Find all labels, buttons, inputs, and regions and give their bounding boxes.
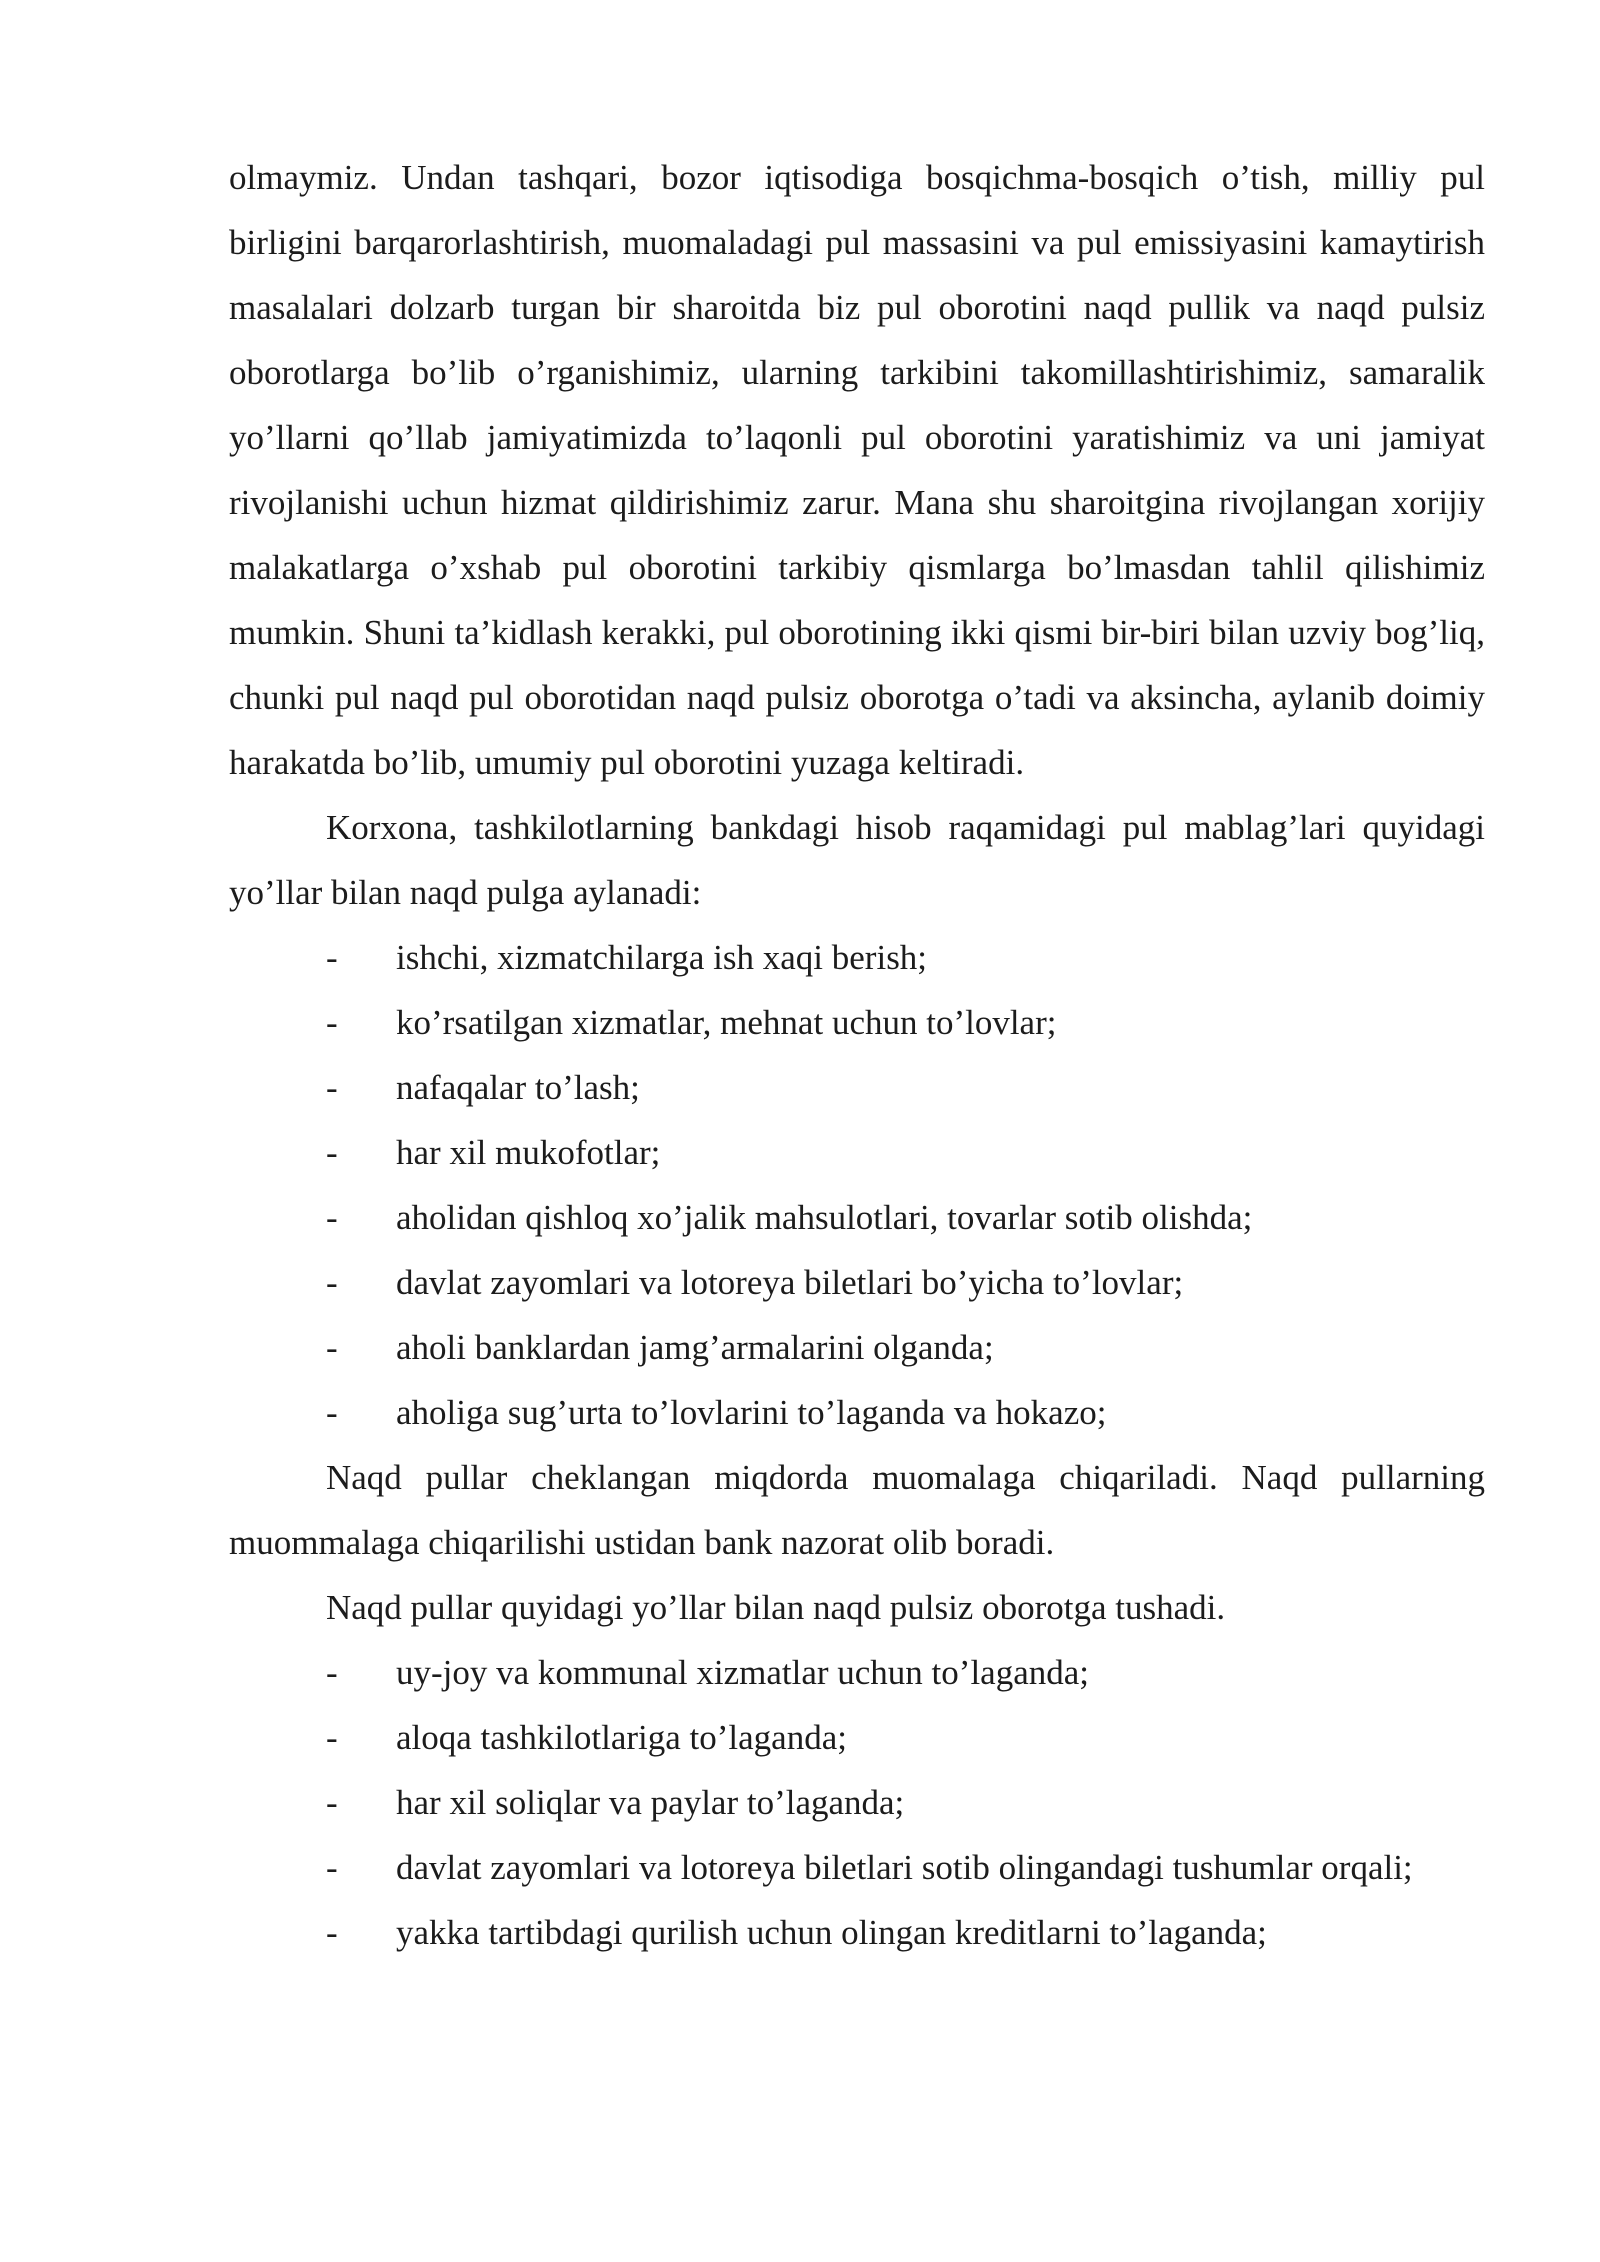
list-item xyxy=(229,1640,1485,1705)
list-item xyxy=(229,990,1485,1055)
list-item-text: aholidan qishloq xo’jalik mahsulotlari, tovarlar sotib olishda; xyxy=(396,1198,1253,1237)
dash-marker: - xyxy=(326,1068,338,1107)
dash-marker: - xyxy=(326,1913,338,1952)
paragraph-cash-limits: Naqd pullar cheklangan miqdorda muomalaga chiqariladi. Naqd pullarning muommalaga chiqarilishi ustidan bank nazorat olib boradi. xyxy=(229,1458,1485,1562)
dash-marker: - xyxy=(326,1133,338,1172)
list-item xyxy=(229,1185,1485,1250)
list-item xyxy=(229,1120,1485,1185)
list-item xyxy=(229,1900,1485,1965)
list-item xyxy=(229,1250,1485,1315)
paragraph-cash-conversion: Korxona, tashkilotlarning bankdagi hisob raqamidagi pul mablag’lari quyidagi yo’llar bilan naqd pulga aylanadi: xyxy=(229,808,1485,912)
dash-marker: - xyxy=(326,1848,338,1887)
dash-marker: - xyxy=(326,938,338,977)
list-item-text: davlat zayomlari va lotoreya biletlari bo’yicha to’lovlar; xyxy=(396,1263,1184,1302)
list-cash-conversion-ways xyxy=(229,925,1485,1445)
dash-marker: - xyxy=(326,1328,338,1367)
list-item xyxy=(229,1770,1485,1835)
dash-marker: - xyxy=(326,1263,338,1302)
list-item xyxy=(229,925,1485,990)
list-item-text: aloqa tashkilotlariga to’laganda; xyxy=(396,1718,847,1757)
list-item-text: yakka tartibdagi qurilish uchun olingan kreditlarni to’laganda; xyxy=(396,1913,1267,1952)
list-item-text: aholiga sug’urta to’lovlarini to’laganda va hokazo; xyxy=(396,1393,1107,1432)
list-item xyxy=(229,1705,1485,1770)
dash-marker: - xyxy=(326,1653,338,1692)
list-item-text: davlat zayomlari va lotoreya biletlari sotib olingandagi tushumlar orqali; xyxy=(396,1848,1413,1887)
list-item xyxy=(229,1835,1485,1900)
dash-marker: - xyxy=(326,1003,338,1042)
dash-marker: - xyxy=(326,1718,338,1757)
list-item-text: ishchi, xizmatchilarga ish xaqi berish; xyxy=(396,938,928,977)
list-item-text: ko’rsatilgan xizmatlar, mehnat uchun to’lovlar; xyxy=(396,1003,1057,1042)
dash-marker: - xyxy=(326,1198,338,1237)
paragraph-cashless-intro: Naqd pullar quyidagi yo’llar bilan naqd pulsiz oborotga tushadi. xyxy=(326,1588,1226,1627)
list-item-text: uy-joy va kommunal xizmatlar uchun to’laganda; xyxy=(396,1653,1089,1692)
list-item-text: nafaqalar to’lash; xyxy=(396,1068,640,1107)
paragraph-intro: olmaymiz. Undan tashqari, bozor iqtisodiga bosqichma-bosqich o’tish, milliy pul birligini barqarorlashtirish, muomaladagi pul massasini va pul emissiyasini kamaytirish masalalari dolzarb turgan bir sharoitda biz pul oborotini naqd pullik va naqd pulsiz oborotlarga bo’lib o’rganishimiz, ularning tarkibini takomillashtirishimiz, samaralik yo’llarni qo’llab jamiyatimizda to’laqonli pul oborotini yaratishimiz va uni jamiyat rivojlanishi uchun hizmat qildirishimiz zarur. Mana shu sharoitgina rivojlangan xorijiy malakatlarga o’xshab pul oborotini tarkibiy qismlarga bo’lmasdan tahlil qilishimiz mumkin. Shuni ta’kidlash kerakki, pul oborotining ikki qismi bir-biri bilan uzviy bog’liq, chunki pul naqd pul oborotidan naqd pulsiz oborotga o’tadi va aksincha, aylanib doimiy harakatda bo’lib, umumiy pul oborotini yuzaga keltiradi. xyxy=(229,158,1485,782)
list-cashless-ways xyxy=(229,1640,1485,1965)
list-item xyxy=(229,1055,1485,1120)
dash-marker: - xyxy=(326,1393,338,1432)
document-page xyxy=(229,145,1485,1965)
list-item-text: har xil soliqlar va paylar to’laganda; xyxy=(396,1783,905,1822)
list-item-text: aholi banklardan jamg’armalarini olganda; xyxy=(396,1328,994,1367)
list-item xyxy=(229,1380,1485,1445)
list-item xyxy=(229,1315,1485,1380)
list-item-text: har xil mukofotlar; xyxy=(396,1133,661,1172)
dash-marker: - xyxy=(326,1783,338,1822)
